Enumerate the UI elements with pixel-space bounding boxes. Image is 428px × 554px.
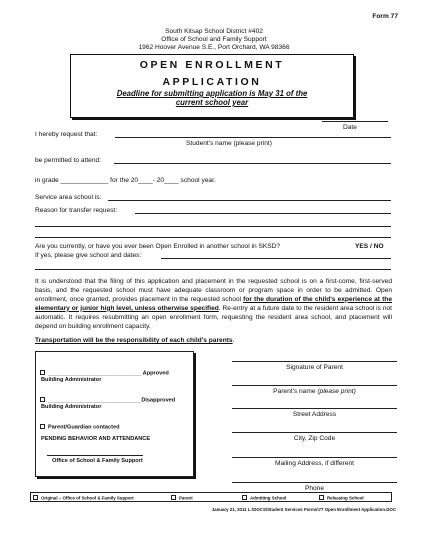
distribution-admitting: Admitting School [242,495,286,501]
attend-school-field[interactable] [114,163,391,164]
open-enrolled-question: Are you currently, or have you ever been Open Enrolled in another school in SKSD? [35,243,281,250]
distribution-original: Original – Office of School & Family Support [33,495,134,501]
parent-name-label: Parent's name (please print) [273,388,356,395]
city-zip-field[interactable] [232,432,397,433]
policy-paragraph: It is understood that the filing of this application and placement in the requested school is on a first-come, first-served basis, and the requested school must have adequate classroom or program space in order to be admitted. Open enrollment, once granted, provides placement in the requested school for the duration of the child's experience at the elementary or junior high level, unless otherwise specified. Re-entry at a future date to the resident area school is not automatic. It requires resubmitting an open enrollment form, requesting the resident area school, and placement will depend on building enrollment capacity. [35,278,392,330]
distribution-parent: Parent [171,495,193,501]
contacted-checkbox[interactable] [40,424,45,429]
reason-label: Reason for transfer request: [35,207,118,214]
office-signature-line[interactable] [47,455,143,456]
yes-no-option[interactable]: YES / NO [355,243,384,250]
parent-signature-label: Signature of Parent [286,364,343,371]
distribution-row [30,492,392,502]
policy-emphasis: for the duration of the child's experience at the elementary or junior high level, unless otherwise specified [35,295,392,312]
service-area-field[interactable] [108,200,391,201]
parent-signature-field[interactable] [232,361,397,362]
street-address-field[interactable] [232,408,397,409]
attend-label: be permitted to attend: [35,157,101,164]
phone-field[interactable] [232,482,397,483]
mailing-address-label: Mailing Address, if different [274,460,355,467]
date-label: Date [343,124,357,131]
reason-field-1[interactable] [135,213,391,214]
title-line-2: APPLICATION [162,76,262,88]
transportation-note: Transportation will be the responsibility of each child's parents. [35,337,235,344]
pending-label: PENDING BEHAVIOR AND ATTENDANCE [41,436,151,442]
school-dates-label: If yes, please give school and dates: [35,252,142,259]
request-label: I hereby request that: [35,131,98,138]
district-name: South Kitsap School District #402 [165,28,263,35]
disapproved-checkbox[interactable] [40,397,45,402]
phone-label: Phone [304,485,325,492]
distribution-releasing: Releasing School [319,495,364,501]
mailing-address-field[interactable] [232,457,397,458]
title-line-1: OPEN ENROLLMENT [139,59,285,71]
date-line[interactable] [322,121,388,122]
office-name: Office of School and Family Support [161,36,267,43]
school-dates-field-1[interactable] [161,258,391,259]
title-box [70,54,354,118]
contacted-option[interactable]: Parent/Guardian contacted [40,424,120,432]
approved-caption: Building Administrator [41,377,102,383]
grade-line[interactable]: in grade _____________ for the 20____- 20____ school year. [35,177,216,184]
deadline-line-2: current school year [175,98,249,107]
city-zip-label: City, Zip Code [293,435,336,442]
office-address: 1962 Hoover Avenue S.E., Port Orchard, WA 98366 [138,44,290,51]
form-number: Form 77 [372,13,398,20]
approved-line[interactable]: ______________________________ Approved [40,370,169,378]
deadline-line-1: Deadline for submitting application is May 31 of the [116,89,308,98]
disapproved-caption: Building Administrator [41,404,102,410]
disapproved-line[interactable]: ______________________________Disapproved [40,397,175,405]
approved-checkbox[interactable] [40,370,45,375]
service-area-label: Service area school is: [35,194,102,201]
parent-name-field[interactable] [232,385,397,386]
student-name-field[interactable] [115,137,391,138]
school-dates-field-2[interactable] [35,269,391,270]
footer-note: January 21, 2011 L:\DOCS\Student Services Forms\77 Open Enrollment Application.DOC [211,507,396,512]
student-name-caption: Student's name (please print) [186,140,272,147]
street-address-label: Street Address [292,411,337,418]
office-caption: Office of School & Family Support [52,458,143,464]
admin-box [35,351,194,477]
reason-field-3[interactable] [35,237,391,238]
reason-field-2[interactable] [35,226,391,227]
